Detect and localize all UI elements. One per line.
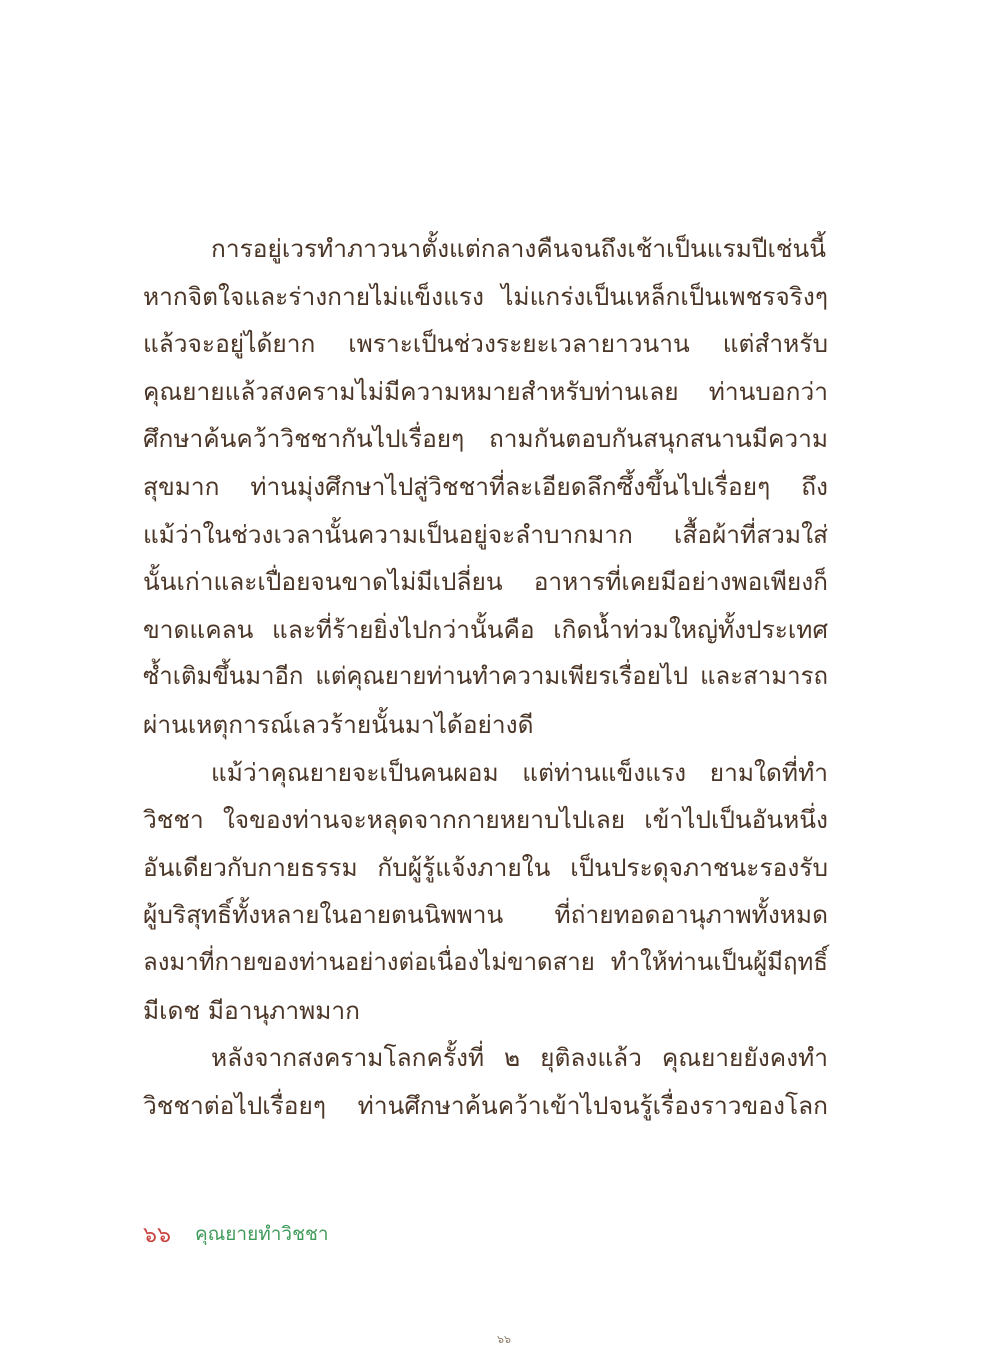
text-line: ขาดแคลน และที่ร้ายยิ่งไปกว่านั้นคือ เกิดน้ำท่วมใหญ่ทั้งประเทศ: [143, 614, 828, 644]
text-line: หากจิตใจและร่างกายไม่แข็งแรง ไม่แกร่งเป็นเหล็กเป็นเพชรจริงๆ: [143, 281, 828, 311]
text-line: ผู้บริสุทธิ์ทั้งหลายในอายตนนิพพาน ที่ถ่ายทอดอานุภาพทั้งหมด: [143, 900, 828, 930]
text-line: แม้ว่าคุณยายจะเป็นคนผอม แต่ท่านแข็งแรง ยามใดที่ทำ: [211, 757, 828, 787]
page-footer: [143, 1218, 329, 1250]
text-line: มีเดช มีอานุภาพมาก: [143, 995, 361, 1025]
text-line: หลังจากสงครามโลกครั้งที่ ๒ ยุติลงแล้ว คุณยายยังคงทำ: [211, 1043, 828, 1073]
text-line: แม้ว่าในช่วงเวลานั้นความเป็นอยู่จะลำบากมาก เสื้อผ้าที่สวมใส่: [143, 519, 828, 549]
text-line: ศึกษาค้นคว้าวิชชากันไปเรื่อยๆ ถามกันตอบกันสนุกสนานมีความ: [143, 424, 828, 454]
text-line: วิชชา ใจของท่านจะหลุดจากกายหยาบไปเลย เข้าไปเป็นอันหนึ่ง: [143, 805, 828, 835]
text-line: ซ้ำเติมขึ้นมาอีก แต่คุณยายท่านทำความเพียรเรื่อยไป และสามารถ: [143, 662, 828, 691]
text-line: ผ่านเหตุการณ์เลวร้ายนั้นมาได้อย่างดี: [143, 709, 534, 739]
text-line: การอยู่เวรทำภาวนาตั้งแต่กลางคืนจนถึงเช้าเป็นแรมปีเช่นนี้: [211, 234, 826, 263]
text-line: นั้นเก่าและเปื่อยจนขาดไม่มีเปลี่ยน อาหารที่เคยมีอย่างพอเพียงก็: [143, 567, 828, 597]
text-line: อันเดียวกับกายธรรม กับผู้รู้แจ้งภายใน เป็นประดุจภาชนะรองรับ: [143, 852, 828, 882]
book-title: คุณยายทำวิชชา: [194, 1223, 329, 1245]
bottom-page-mark: ๖๖: [497, 1333, 511, 1346]
body-text: [143, 225, 828, 1129]
text-line: ลงมาที่กายของท่านอย่างต่อเนื่องไม่ขาดสาย ทำให้ท่านเป็นผู้มีฤทธิ์: [143, 947, 828, 976]
text-line: วิชชาต่อไปเรื่อยๆ ท่านศึกษาค้นคว้าเข้าไปจนรู้เรื่องราวของโลก: [143, 1090, 828, 1120]
text-line: สุขมาก ท่านมุ่งศึกษาไปสู่วิชชาที่ละเอียดลึกซึ้งขึ้นไปเรื่อยๆ ถึง: [143, 471, 828, 501]
page-number: ๖๖: [143, 1222, 171, 1248]
text-line: คุณยายแล้วสงครามไม่มีความหมายสำหรับท่านเลย ท่านบอกว่า: [143, 376, 828, 406]
text-line: แล้วจะอยู่ได้ยาก เพราะเป็นช่วงระยะเวลายาวนาน แต่สำหรับ: [143, 329, 828, 359]
